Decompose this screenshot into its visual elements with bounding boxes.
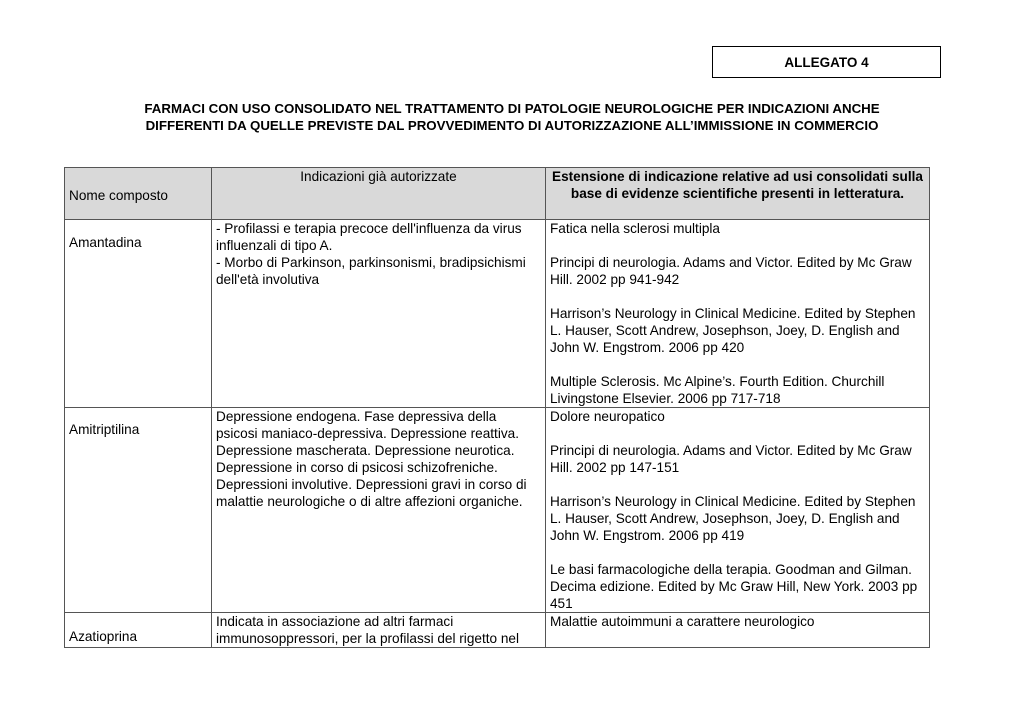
extension-text: Malattie autoimmuni a carattere neurologico	[550, 614, 815, 629]
reference: Harrison’s Neurology in Clinical Medicine. Edited by Stephen L. Hauser, Scott Andrew, Josephson, Joey, D. English and John W. Engstrom. 2006 pp 420	[550, 306, 916, 355]
title-line-2: DIFFERENTI DA QUELLE PREVISTE DAL PROVVEDIMENTO DI AUTORIZZAZIONE ALL’IMMISSIONE IN COMMERCIO	[145, 118, 879, 133]
reference: Principi di neurologia. Adams and Victor. Edited by Mc Graw Hill. 2002 pp 147-151	[550, 443, 912, 475]
header-estensione: Estensione di indicazione relative ad usi consolidati sulla base di evidenze scientifiche presenti in letteratura.	[546, 168, 930, 220]
extension-text: Fatica nella sclerosi multipla	[550, 221, 720, 236]
table-row	[65, 613, 930, 648]
drug-name-cell	[65, 220, 212, 408]
reference: Harrison’s Neurology in Clinical Medicine. Edited by Stephen L. Hauser, Scott Andrew, Josephson, Joey, D. English and John W. Engstrom. 2006 pp 419	[550, 494, 916, 543]
indications-text: - Profilassi e terapia precoce dell'influenza da virus influenzali di tipo A. - Morbo di Parkinson, parkinsonismi, bradipsichismi dell'età involutiva	[216, 221, 526, 287]
drug-name: Amantadina	[69, 235, 142, 250]
extension-cell	[546, 220, 930, 408]
reference: Multiple Sclerosis. Mc Alpine’s. Fourth Edition. Churchill Livingstone Elsevier. 2006 pp 717-718	[550, 374, 885, 406]
indications-cell	[212, 613, 546, 648]
header-indicazioni: Indicazioni già autorizzate	[212, 168, 546, 220]
reference: Le basi farmacologiche della terapia. Goodman and Gilman. Decima edizione. Edited by Mc Graw Hill, New York. 2003 pp 451	[550, 562, 918, 611]
extension-cell	[546, 408, 930, 613]
drug-name: Azatioprina	[69, 629, 138, 644]
header-nome-composto: Nome composto	[65, 168, 212, 220]
table-header-row	[65, 168, 930, 220]
indications-cell	[212, 220, 546, 408]
indications-text: Indicata in associazione ad altri farmaci immunosoppressori, per la profilassi del rigetto nel	[216, 614, 519, 646]
allegato-label: ALLEGATO 4	[712, 46, 941, 78]
indications-cell	[212, 408, 546, 613]
extension-cell	[546, 613, 930, 648]
table-row	[65, 220, 930, 408]
drug-name-cell	[65, 613, 212, 648]
drug-name: Amitriptilina	[69, 422, 140, 437]
table-row	[65, 408, 930, 613]
title-line-1: FARMACI CON USO CONSOLIDATO NEL TRATTAMENTO DI PATOLOGIE NEUROLOGICHE PER INDICAZIONI ANCHE	[144, 101, 880, 116]
drugs-table	[64, 167, 930, 648]
extension-text: Dolore neuropatico	[550, 409, 665, 424]
indications-text: Depressione endogena. Fase depressiva della psicosi maniaco-depressiva. Depressione reattiva. Depressione mascherata. Depressione neurotica. Depressione in corso di psicosi schizofreniche. Depressioni involutive. Depressioni gravi in corso di malattie neurologiche o di altre affezioni organiche.	[216, 409, 527, 509]
document-title	[60, 100, 964, 134]
reference: Principi di neurologia. Adams and Victor. Edited by Mc Graw Hill. 2002 pp 941-942	[550, 255, 912, 287]
drug-name-cell	[65, 408, 212, 613]
